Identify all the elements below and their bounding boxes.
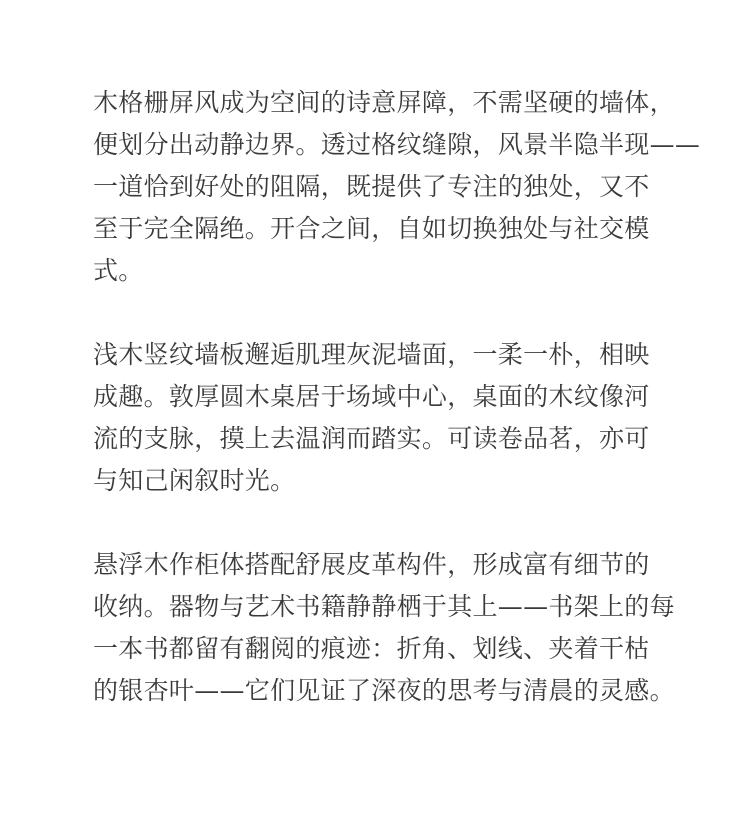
paragraph-wood-screen	[93, 82, 719, 292]
text-line: 一道恰到好处的阻隔，既提供了专注的独处，又不	[93, 172, 650, 201]
text-line: 木格栅屏风成为空间的诗意屏障，不需坚硬的墙体，	[93, 88, 675, 117]
text-line: 悬浮木作柜体搭配舒展皮革构件，形成富有细节的	[93, 550, 650, 579]
text-line: 成趣。敦厚圆木桌居于场域中心，桌面的木纹像河	[93, 382, 650, 411]
article-body	[93, 82, 719, 712]
text-line: 流的支脉，摸上去温润而踏实。可读卷品茗，亦可	[93, 424, 650, 453]
text-line: 收纳。器物与艺术书籍静静栖于其上——书架上的每	[93, 592, 675, 621]
text-line: 浅木竖纹墙板邂逅肌理灰泥墙面，一柔一朴，相映	[93, 340, 650, 369]
text-line: 式。	[93, 256, 144, 285]
paragraph-cabinet-storage	[93, 544, 719, 712]
text-line: 的银杏叶——它们见证了深夜的思考与清晨的灵感。	[93, 676, 675, 705]
paragraph-wall-and-table	[93, 334, 719, 502]
text-line: 至于完全隔绝。开合之间，自如切换独处与社交模	[93, 214, 650, 243]
text-line: 便划分出动静边界。透过格纹缝隙，风景半隐半现——	[93, 130, 701, 159]
text-line: 与知己闲叙时光。	[93, 466, 296, 495]
text-line: 一本书都留有翻阅的痕迹：折角、划线、夹着干枯	[93, 634, 650, 663]
